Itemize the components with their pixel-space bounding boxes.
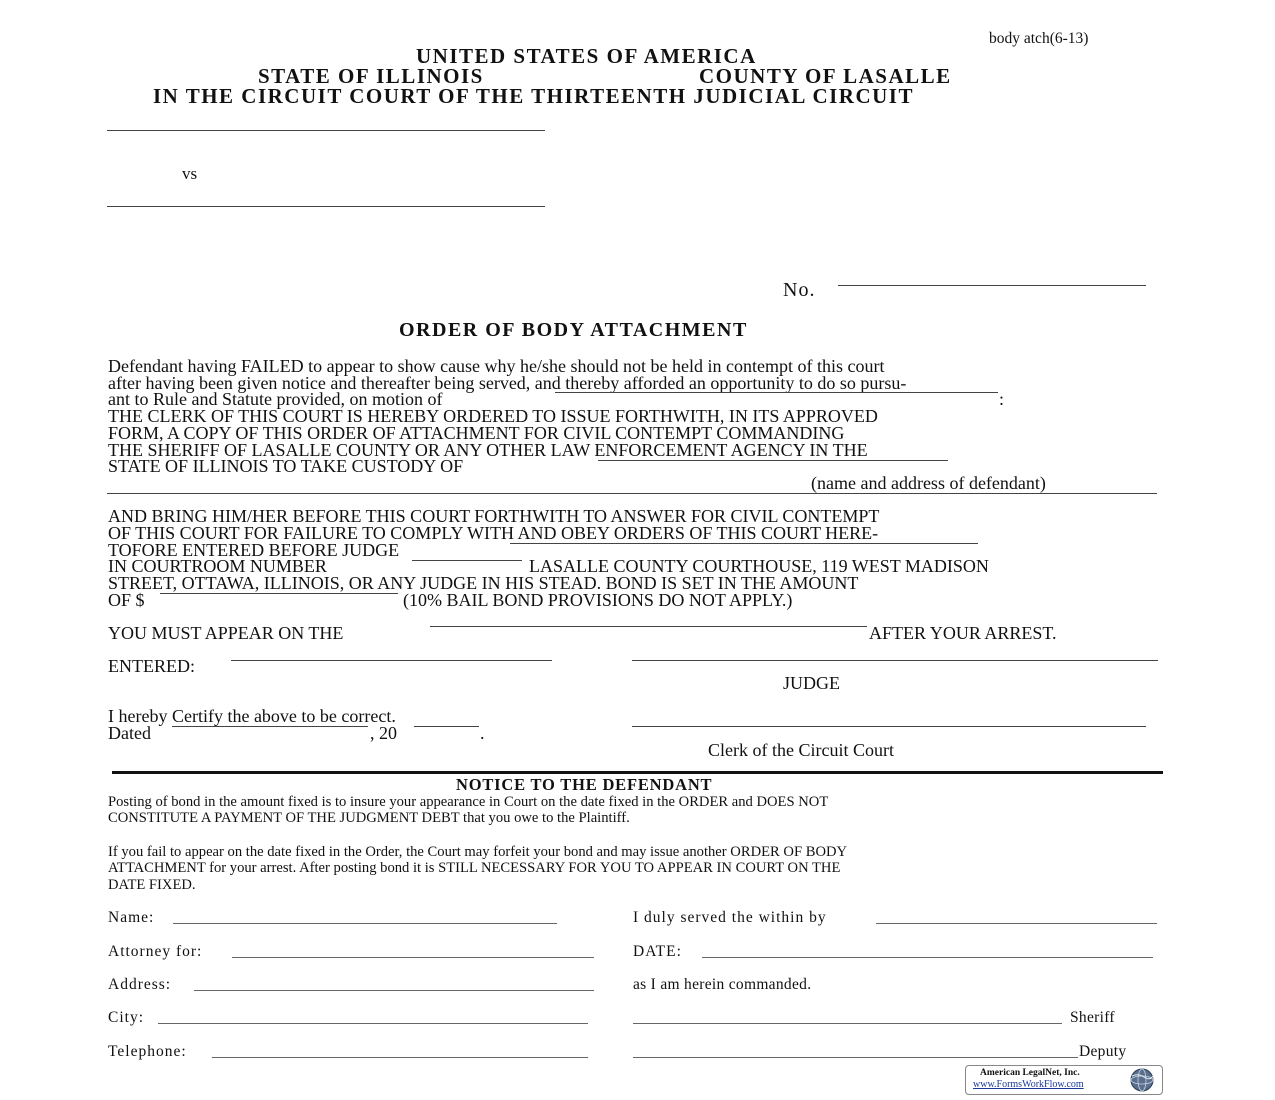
judge-signature-line[interactable] [632, 660, 1158, 661]
address-field[interactable] [194, 990, 594, 991]
defendant-name-line[interactable] [598, 460, 948, 461]
appear-after: AFTER YOUR ARREST. [869, 623, 1057, 643]
order-line-5: FORM, A COPY OF THIS ORDER OF ATTACHMENT FOR CIVIL CONTEMPT COMMANDING [108, 423, 845, 443]
telephone-label: Telephone: [108, 1043, 187, 1060]
order-line-13a: OF $ [108, 590, 145, 610]
defendant-caption: (name and address of defendant) [811, 473, 1046, 493]
form-code: body atch(6-13) [989, 30, 1089, 47]
logo-url[interactable]: www.FormsWorkFlow.com [973, 1079, 1084, 1090]
name-field[interactable] [173, 923, 557, 924]
order-line-7: STATE OF ILLINOIS TO TAKE CUSTODY OF [108, 456, 464, 476]
bond-amount-line[interactable] [160, 593, 398, 594]
appear-label: YOU MUST APPEAR ON THE [108, 623, 344, 643]
notice-title: NOTICE TO THE DEFENDANT [456, 775, 713, 794]
served-by-field[interactable] [876, 923, 1157, 924]
sheriff-signature-field[interactable] [633, 1023, 1062, 1024]
order-line-8: AND BRING HIM/HER BEFORE THIS COURT FORTHWITH TO ANSWER FOR CIVIL CONTEMPT [108, 506, 880, 526]
city-field[interactable] [158, 1023, 588, 1024]
clerk-label: Clerk of the Circuit Court [708, 740, 894, 760]
courtroom-number-line[interactable] [412, 560, 522, 561]
order-line-6: THE SHERIFF OF LASALLE COUNTY OR ANY OTHER LAW ENFORCEMENT AGENCY IN THE [108, 440, 868, 460]
defendant-address-line[interactable] [107, 493, 1157, 494]
vs-label: vs [182, 164, 198, 183]
served-label: I duly served the within by [633, 909, 827, 926]
order-line-3: ant to Rule and Statute provided, on motion of [108, 389, 443, 409]
notice-p1-line1: Posting of bond in the amount fixed is to insure your appearance in Court on the date fixed in the ORDER and DOES NOT [108, 794, 829, 810]
sheriff-label: Sheriff [1070, 1009, 1115, 1026]
order-line-13b: (10% BAIL BOND PROVISIONS DO NOT APPLY.) [403, 590, 793, 610]
header-country: UNITED STATES OF AMERICA [416, 44, 757, 68]
clerk-signature-line[interactable] [632, 726, 1146, 727]
notice-p2-line2: ATTACHMENT for your arrest. After posting bond it is STILL NECESSARY FOR YOU TO APPEAR IN COURT ON THE [108, 860, 841, 876]
name-label: Name: [108, 909, 155, 926]
certify-text: I hereby Certify the above to be correct. [108, 706, 396, 726]
header-county: COUNTY OF LASALLE [699, 64, 952, 88]
notice-p2-line3: DATE FIXED. [108, 877, 196, 893]
year-label: , 20 [370, 723, 397, 743]
deputy-signature-field[interactable] [633, 1057, 1078, 1058]
footer-logo[interactable] [965, 1065, 1163, 1095]
service-date-field[interactable] [702, 957, 1153, 958]
order-line-2: after having been given notice and thereafter being served, and thereby afforded an opportunity to do so pursu- [108, 373, 907, 393]
order-line-11a: IN COURTROOM NUMBER [108, 556, 327, 576]
entered-label: ENTERED: [108, 656, 195, 676]
telephone-field[interactable] [212, 1057, 588, 1058]
judge-label: JUDGE [783, 673, 840, 693]
order-line-4: THE CLERK OF THIS COURT IS HEREBY ORDERED TO ISSUE FORTHWITH, IN ITS APPROVED [108, 406, 878, 426]
commanded-text: as I am herein commanded. [633, 976, 812, 993]
header-state: STATE OF ILLINOIS [258, 64, 484, 88]
dated-label: Dated [108, 723, 151, 743]
order-line-1: Defendant having FAILED to appear to show cause why he/she should not be held in contempt of this court [108, 356, 885, 376]
attorney-for-label: Attorney for: [108, 943, 203, 960]
service-date-label: DATE: [633, 943, 682, 960]
order-line-3-colon: : [999, 389, 1005, 409]
deputy-label: Deputy [1079, 1043, 1127, 1060]
page-title: ORDER OF BODY ATTACHMENT [399, 319, 748, 341]
order-line-12: STREET, OTTAWA, ILLINOIS, OR ANY JUDGE IN HIS STEAD. BOND IS SET IN THE AMOUNT [108, 573, 859, 593]
case-no-line[interactable] [838, 285, 1146, 286]
case-no-label: No. [783, 279, 816, 301]
order-line-11b: LASALLE COUNTY COURTHOUSE, 119 WEST MADISON [529, 556, 989, 576]
plaintiff-line[interactable] [107, 130, 545, 131]
address-label: Address: [108, 976, 172, 993]
logo-company: American LegalNet, Inc. [980, 1068, 1080, 1078]
appear-date-line[interactable] [430, 626, 867, 627]
header-court: IN THE CIRCUIT COURT OF THE THIRTEENTH JUDICIAL CIRCUIT [153, 84, 914, 108]
defendant-line[interactable] [107, 206, 545, 207]
dated-period: . [480, 723, 485, 743]
section-divider [112, 771, 1163, 774]
city-label: City: [108, 1009, 145, 1026]
dated-line[interactable] [172, 726, 368, 727]
motion-of-line[interactable] [555, 392, 998, 393]
year-line[interactable] [414, 726, 479, 727]
notice-p1-line2: CONSTITUTE A PAYMENT OF THE JUDGMENT DEBT that you owe to the Plaintiff. [108, 810, 630, 826]
entered-date-line[interactable] [231, 660, 552, 661]
attorney-for-field[interactable] [232, 957, 594, 958]
judge-name-line[interactable] [510, 543, 978, 544]
globe-icon [1124, 1067, 1160, 1093]
order-line-9: OF THIS COURT FOR FAILURE TO COMPLY WITH AND OBEY ORDERS OF THIS COURT HERE- [108, 523, 879, 543]
order-line-10: TOFORE ENTERED BEFORE JUDGE [108, 540, 400, 560]
notice-p2-line1: If you fail to appear on the date fixed in the Order, the Court may forfeit your bond and may issue another ORDER OF BODY [108, 844, 848, 860]
